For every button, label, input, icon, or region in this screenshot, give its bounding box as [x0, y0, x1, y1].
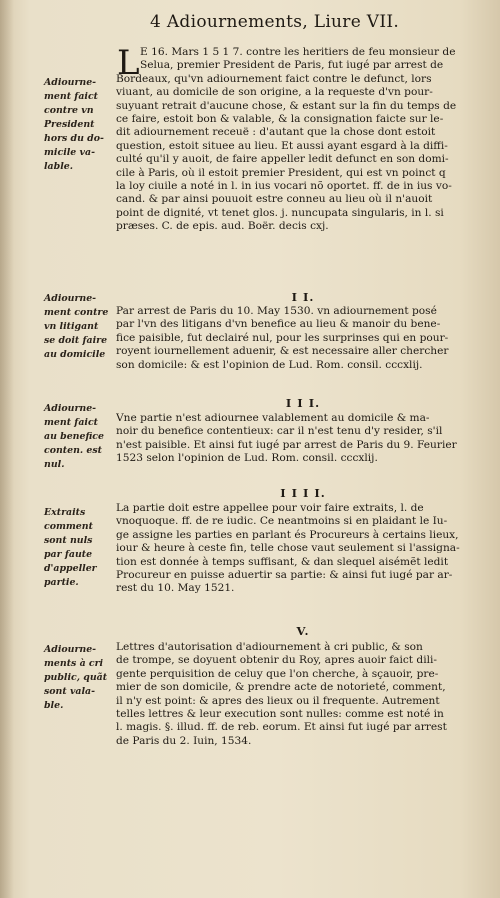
text-line: mier de son domicile, & prendre acte de notorieté, comment,: [116, 681, 446, 694]
text-line: Lettres d'autorisation d'adiournement à cri public, & son: [116, 641, 423, 653]
margin-line: lable.: [44, 161, 73, 172]
section-numeral-4: I I I I.: [280, 486, 326, 500]
margin-line: President: [44, 119, 95, 130]
gutter-shadow: [0, 0, 14, 898]
section-5-text: [116, 641, 490, 748]
text-line: la loy ciuile a noté in l. in ius vocari nõ oportet. ff. de in ius vo-: [116, 179, 452, 192]
margin-line: ment faict: [44, 91, 99, 102]
text-line: Vne partie n'est adiournee valablement au domicile & ma-: [116, 412, 430, 424]
text-line: l. magis. §. illud. ff. de reb. eorum. Et ainsi fut iugé par arrest: [116, 721, 447, 734]
margin-line: comment: [44, 521, 93, 532]
text-line: point de dignité, vt tenet glos. j. nuncupata singularis, in l. si: [116, 206, 444, 219]
margin-line: hors du do-: [44, 133, 104, 144]
margin-line: contre vn: [44, 105, 94, 116]
text-line: de trompe, se doyuent obtenir du Roy, apres auoir faict dili-: [116, 654, 437, 667]
margin-line: au domicile: [44, 349, 106, 360]
text-line: ge assigne les parties en parlant és Procureurs à certains lieux,: [116, 528, 459, 541]
margin-line: vn litigant: [44, 321, 99, 332]
text-line: 1523 selon l'opinion de Lud. Rom. consil. cccxlij.: [116, 452, 378, 465]
margin-line: ment faict: [44, 417, 99, 428]
text-line: dit adiournement receuë : d'autant que la chose dont estoit: [116, 126, 436, 139]
section-2-text: [116, 305, 490, 372]
text-line: par l'vn des litigans d'vn benefice au lieu & manoir du bene-: [116, 318, 441, 331]
text-line: Procureur en puisse aduertir sa partie: & ainsi fut iugé par ar-: [116, 568, 453, 581]
margin-note-4: [44, 506, 116, 590]
margin-line: sont vala-: [44, 686, 95, 697]
text-line: iour & heure à ceste fin, telle chose vaut seulement si l'assigna-: [116, 542, 460, 555]
margin-line: micile va-: [44, 147, 95, 158]
running-header: 4 Adiournements, Liure VII.: [150, 12, 400, 32]
text-line: viuant, au domicile de son origine, a la requeste d'vn pour-: [116, 86, 433, 99]
margin-line: Adiourne-: [44, 403, 97, 414]
margin-line: par faute: [44, 549, 93, 560]
text-line: de Paris du 2. Iuin, 1534.: [116, 734, 252, 747]
margin-line: se doit faire: [44, 335, 108, 346]
text-line: Par arrest de Paris du 10. May 1530. vn adiournement posé: [116, 305, 437, 317]
text-line: n'est paisible. Et ainsi fut iugé par arrest de Paris du 9. Feurier: [116, 438, 457, 451]
margin-line: Extraits: [44, 507, 86, 518]
section-3-text: [116, 412, 490, 466]
text-line: suyuant retrait d'aucune chose, & estant sur la fin du temps de: [116, 99, 457, 112]
text-line: vnoquoque. ff. de re iudic. Ce neantmoins si en plaidant le Iu-: [116, 515, 448, 528]
text-line: cile à Paris, où il estoit premier President, qui est vn poinct q: [116, 166, 446, 179]
section-4-text: [116, 502, 490, 596]
margin-line: conten. est: [44, 445, 102, 456]
drop-capital: L: [117, 43, 140, 83]
text-line: royent iournellement aduenir, & est necessaire aller chercher: [116, 345, 449, 358]
text-line: Selua, premier President de Paris, fut iugé par arrest de: [140, 59, 444, 72]
text-line: E 16. Mars 1 5 1 7. contre les heritiers de feu monsieur de: [140, 46, 456, 58]
margin-line: Adiourne-: [44, 77, 97, 88]
text-line: noir du benefice contentieux: car il n'est tenu d'y resider, s'il: [116, 425, 443, 438]
margin-line: Adiourne-: [44, 644, 97, 655]
text-line: cand. & par ainsi pouuoit estre conneu au lieu où il n'auoit: [116, 193, 433, 206]
section-numeral-2: I I.: [291, 290, 315, 304]
margin-line: public, quãt: [44, 672, 108, 683]
margin-note-3: [44, 402, 116, 472]
section-1-text: [140, 46, 490, 73]
margin-note-2: [44, 292, 116, 362]
text-line: ce faire, estoit bon & valable, & la consignation faicte sur le-: [116, 112, 444, 125]
margin-line: ments à cri: [44, 658, 104, 669]
margin-line: partie.: [44, 577, 79, 588]
section-numeral-3: I I I.: [285, 396, 321, 410]
text-line: Bordeaux, qu'vn adiournement faict contre le defunct, lors: [116, 72, 432, 85]
text-line: il n'y est point: & apres des lieux ou il frequente. Autrement: [116, 694, 440, 707]
text-line: culté qu'il y auoit, de faire appeller ledit defunct en son domi-: [116, 153, 449, 166]
text-line: fice paisible, fut declairé nul, pour les surprinses qui en pour-: [116, 331, 449, 344]
margin-line: sont nuls: [44, 535, 93, 546]
margin-line: au benefice: [44, 431, 104, 442]
margin-line: nul.: [44, 459, 65, 470]
margin-line: d'appeller: [44, 563, 97, 574]
text-line: telles lettres & leur execution sont nulles: comme est noté in: [116, 707, 444, 720]
text-line: La partie doit estre appellee pour voir faire extraits, l. de: [116, 502, 424, 514]
margin-line: ble.: [44, 700, 64, 711]
text-line: præses. C. de epis. aud. Boër. decis cxj.: [116, 220, 329, 233]
section-numeral-5: V.: [296, 624, 310, 638]
text-line: tion est donnée à temps suffisant, & dan slequel aisémẽt ledit: [116, 555, 449, 568]
text-line: question, estoit situee au lieu. Et aussi ayant esgard à la diffi-: [116, 139, 448, 152]
text-line: son domicile: & est l'opinion de Lud. Rom. consil. cccxlij.: [116, 358, 423, 371]
margin-note-1: [44, 76, 116, 174]
margin-note-5: [44, 643, 116, 713]
text-line: gente perquisition de celuy que l'on cherche, à sçauoir, pre-: [116, 667, 439, 680]
section-1-text-cont: [116, 73, 490, 234]
margin-line: Adiourne-: [44, 293, 97, 304]
text-line: rest du 10. May 1521.: [116, 582, 235, 595]
margin-line: ment contre: [44, 307, 109, 318]
